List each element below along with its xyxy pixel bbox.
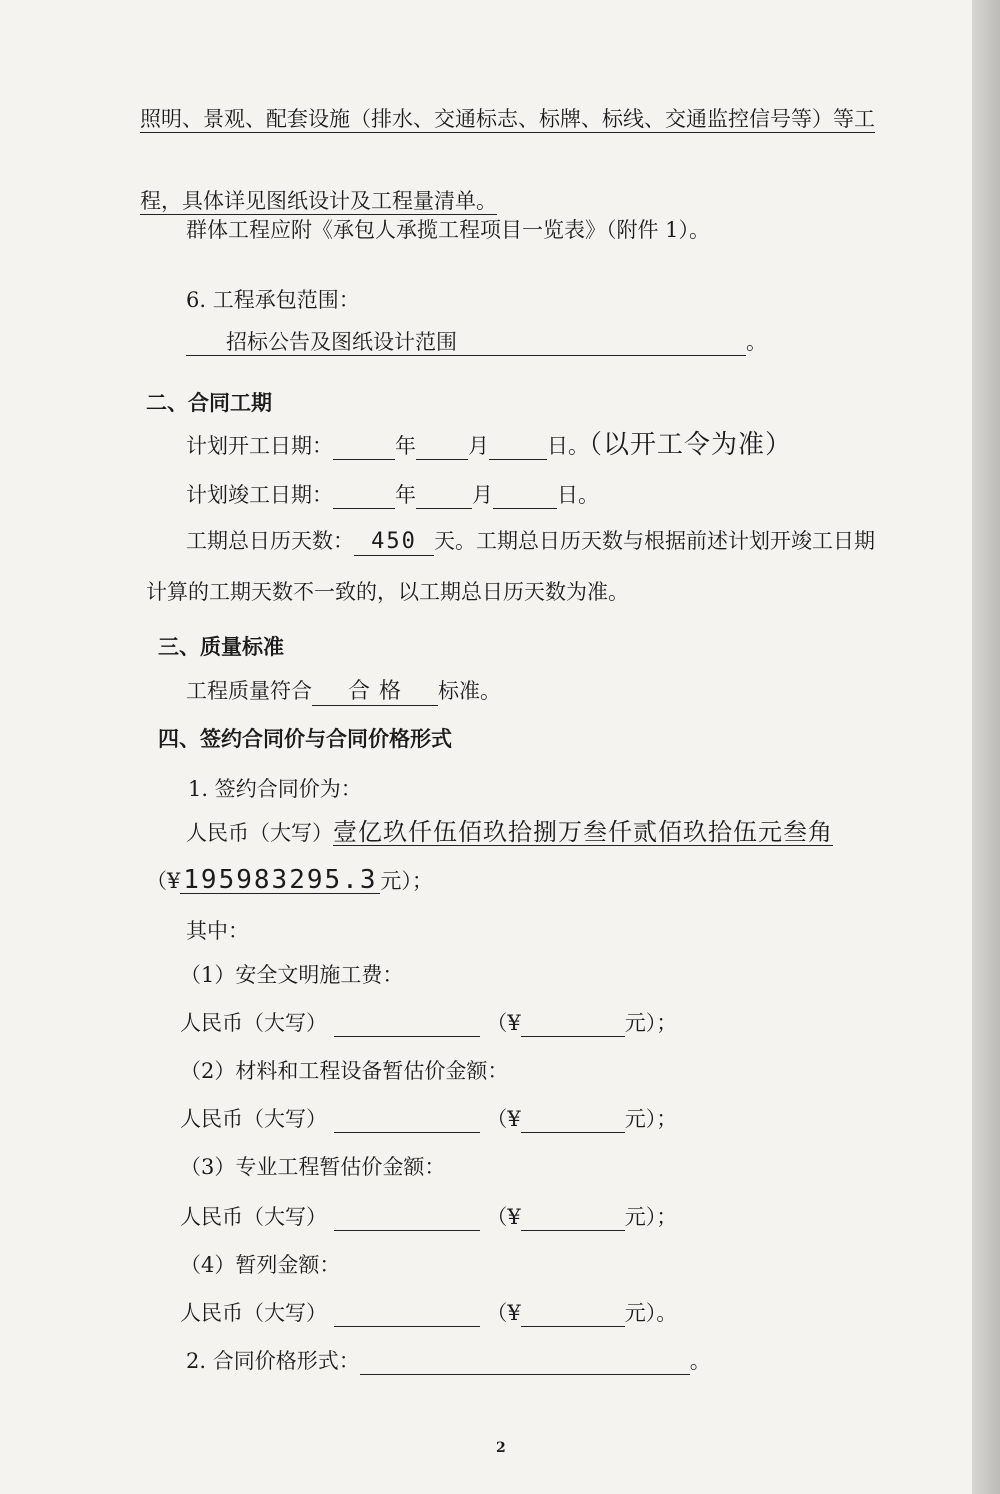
start-day-field [489, 433, 547, 460]
finish-year-field [333, 482, 395, 509]
item6-value: 招标公告及图纸设计范围 [186, 329, 746, 356]
among-label: 其中： [186, 919, 249, 943]
section3-heading: 三、质量标准 [158, 634, 284, 659]
sub-item-2-rmb-field [334, 1106, 480, 1133]
sub-item-1-title: （1）安全文明施工费： [180, 963, 404, 987]
start-month-field [416, 433, 468, 460]
sub-item-1-yen-field [521, 1010, 625, 1037]
sub-item-4-title: （4）暂列金额： [180, 1253, 341, 1277]
section4-heading: 四、签约合同价与合同价格形式 [158, 726, 452, 751]
finish-date-row: 计划竣工日期： 年 月 日。 [186, 483, 599, 507]
sub-item-1-row: 人民币（大写） （¥ 元）； [180, 1011, 678, 1035]
item6-row: 招标公告及图纸设计范围 。 [186, 327, 767, 357]
sub-item-4-row: 人民币（大写） （¥ 元）。 [180, 1301, 678, 1325]
total-days-note: 计算的工期天数不一致的，以工期总日历天数为准。 [146, 580, 629, 604]
sub-item-4-rmb-field [334, 1300, 480, 1327]
rmb-words-value: 壹亿玖仟伍佰玖拾捌万叁仟贰佰玖拾伍元叁角 [333, 818, 833, 846]
page-number: 2 [496, 1440, 506, 1456]
rmb-words-row: 人民币（大写）壹亿玖仟伍佰玖拾捌万叁仟贰佰玖拾伍元叁角 [186, 818, 833, 846]
price-form-row: 2. 合同价格形式： 。 [186, 1349, 711, 1373]
group-note: 群体工程应附《承包人承揽工程项目一览表》（附件 1）。 [186, 218, 711, 242]
price-label: 1. 签约合同价为： [188, 777, 362, 801]
sub-item-1-rmb-field [334, 1010, 480, 1037]
sub-item-3-yen-field [521, 1204, 625, 1231]
sub-item-3-row: 人民币（大写） （¥ 元）； [180, 1205, 678, 1229]
yen-amount-value: 195983295.3 [180, 867, 380, 894]
sub-item-3-title: （3）专业工程暂估价金额： [180, 1155, 446, 1179]
start-year-field [333, 433, 395, 460]
scope-line-2: 程，具体详见图纸设计及工程量清单。 [140, 189, 497, 213]
quality-value: 合 格 [312, 679, 438, 706]
page-edge-shadow [972, 0, 1000, 1494]
sub-item-2-row: 人民币（大写） （¥ 元）； [180, 1107, 678, 1131]
finish-month-field [416, 482, 472, 509]
sub-item-3-rmb-field [334, 1204, 480, 1231]
start-note: （以开工令为准） [589, 430, 793, 460]
sub-item-4-yen-field [521, 1300, 625, 1327]
sub-item-2-yen-field [521, 1106, 625, 1133]
finish-day-field [493, 482, 557, 509]
start-date-row: 计划开工日期： 年 月 日。（以开工令为准） [186, 430, 793, 460]
price-form-field [360, 1348, 690, 1375]
scope-line-1: 照明、景观、配套设施（排水、交通标志、标牌、标线、交通监控信号等）等工 [140, 107, 875, 131]
section2-heading: 二、合同工期 [146, 390, 272, 415]
sub-item-2-title: （2）材料和工程设备暂估价金额： [180, 1059, 509, 1083]
item6-label: 6. 工程承包范围： [186, 288, 360, 312]
yen-amount-row: （¥ 195983295.3 元）； [146, 865, 433, 895]
total-days-value: 450 [354, 529, 434, 556]
quality-row: 工程质量符合 合 格 标准。 [186, 679, 501, 704]
total-days-row: 工期总日历天数： 450 天。工期总日历天数与根据前述计划开竣工日期 [186, 529, 875, 554]
